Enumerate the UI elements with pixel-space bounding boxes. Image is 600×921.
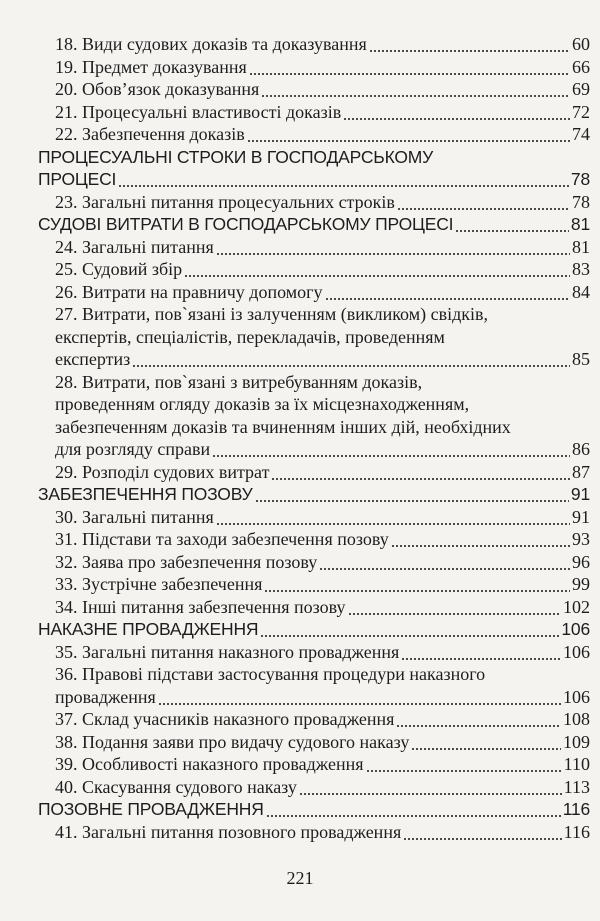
- dot-leader: [401, 641, 561, 664]
- dot-leader: [255, 483, 569, 506]
- toc-entry: [38, 528, 590, 551]
- toc-line: [38, 78, 590, 101]
- toc-line: [38, 371, 590, 394]
- toc-entry-title: 28. Витрати, пов`язані з витребуванням доказів,: [55, 371, 423, 392]
- toc-page-number: 66: [572, 56, 590, 77]
- toc-page-number: 78: [572, 191, 590, 212]
- toc-page-number: 106: [563, 686, 590, 707]
- toc-line: [38, 258, 590, 281]
- toc-page-number: 83: [572, 259, 590, 279]
- toc-entry-title: 39. Особливості наказного провадження: [55, 754, 364, 774]
- toc-line: [38, 101, 590, 124]
- toc-entry: [38, 33, 590, 56]
- dot-leader: [247, 123, 570, 146]
- toc-page-number: 81: [572, 236, 590, 257]
- toc-entry-title: 41. Загальні питання позовного провадження: [55, 821, 402, 842]
- toc-page-number: 69: [572, 79, 590, 99]
- toc-entry-title: 36. Правові підстави застосування процедури наказного: [55, 664, 486, 684]
- toc-page-number: 86: [572, 439, 590, 459]
- table-of-contents: [38, 33, 590, 843]
- toc-line: [38, 641, 590, 664]
- toc-entry: [38, 821, 590, 844]
- toc-entry: [38, 753, 590, 776]
- toc-entry: [38, 78, 590, 101]
- toc-line: [38, 753, 590, 776]
- toc-line: [38, 393, 590, 416]
- toc-entry-title: 25. Судовий збір: [55, 259, 183, 279]
- dot-leader: [216, 506, 570, 529]
- toc-entry-title: 21. Процесуальні властивості доказів: [55, 101, 342, 122]
- toc-entry: [38, 731, 590, 754]
- toc-line: [38, 708, 590, 731]
- toc-entry: [38, 641, 590, 664]
- dot-leader: [264, 573, 570, 596]
- dot-leader: [184, 258, 570, 281]
- dot-leader: [261, 78, 570, 101]
- toc-entry-title: 32. Заява про забезпечення позову: [55, 551, 318, 572]
- dot-leader: [455, 213, 569, 236]
- toc-page-number: 116: [563, 821, 590, 842]
- toc-line: [38, 596, 590, 619]
- toc-page-number: 84: [572, 281, 590, 302]
- toc-page-number: 96: [572, 551, 590, 572]
- toc-entry: [38, 371, 590, 461]
- toc-entry-title: 27. Витрати, пов`язані із залученням (викликом) свідків,: [55, 304, 488, 324]
- toc-line: [38, 798, 590, 821]
- toc-entry: [38, 596, 590, 619]
- toc-entry-title: для розгляду справи: [55, 439, 211, 459]
- toc-line: [38, 686, 590, 709]
- toc-line: [38, 416, 590, 439]
- toc-entry-title: забезпеченням доказів та вчиненням інших дій, необхідних: [55, 416, 511, 437]
- toc-page-number: 108: [563, 709, 590, 729]
- toc-section-heading: [38, 618, 590, 641]
- toc-entry-title: 40. Скасування судового наказу: [55, 776, 297, 797]
- toc-line: [38, 236, 590, 259]
- toc-section-heading: [38, 798, 590, 821]
- toc-entry-title: експертиз: [55, 349, 131, 369]
- toc-page-number: 87: [572, 461, 590, 482]
- toc-page-number: 113: [563, 776, 590, 797]
- dot-leader: [397, 191, 570, 214]
- toc-entry-title: ПРОЦЕСІ: [38, 169, 117, 189]
- dot-leader: [249, 56, 570, 79]
- dot-leader: [348, 596, 562, 619]
- toc-entry-title: ЗАБЕЗПЕЧЕННЯ ПОЗОВУ: [38, 484, 253, 504]
- toc-page-number: 99: [572, 574, 590, 594]
- toc-entry-title: 18. Види судових доказів та доказування: [55, 34, 367, 54]
- toc-line: [38, 551, 590, 574]
- toc-entry: [38, 551, 590, 574]
- toc-entry: [38, 708, 590, 731]
- dot-leader: [132, 348, 570, 371]
- toc-entry: [38, 123, 590, 146]
- toc-entry: [38, 506, 590, 529]
- toc-line: [38, 123, 590, 146]
- dot-leader: [158, 686, 561, 709]
- toc-line: [38, 438, 590, 461]
- toc-entry-title: 26. Витрати на правничу допомогу: [55, 281, 323, 302]
- toc-line: [38, 281, 590, 304]
- toc-entry-title: ПОЗОВНЕ ПРОВАДЖЕННЯ: [38, 799, 264, 819]
- toc-line: [38, 821, 590, 844]
- toc-line: [38, 303, 590, 326]
- toc-entry-title: СУДОВІ ВИТРАТИ В ГОСПОДАРСЬКОМУ ПРОЦЕСІ: [38, 214, 454, 234]
- toc-line: [38, 326, 590, 349]
- toc-page-number: 109: [563, 731, 590, 752]
- dot-leader: [266, 798, 561, 821]
- toc-entry-title: 19. Предмет доказування: [55, 56, 247, 77]
- toc-entry-title: 35. Загальні питання наказного провадження: [55, 641, 400, 662]
- toc-page-number: 91: [570, 484, 590, 504]
- toc-entry: [38, 663, 590, 708]
- toc-entry: [38, 258, 590, 281]
- toc-entry-title: НАКАЗНЕ ПРОВАДЖЕННЯ: [38, 619, 259, 639]
- toc-entry-title: 20. Обов’язок доказування: [55, 79, 260, 99]
- toc-page-number: 74: [572, 124, 590, 144]
- toc-line: [38, 213, 590, 236]
- toc-page-number: 85: [572, 349, 590, 369]
- toc-page-number: 72: [572, 101, 590, 122]
- toc-page-number: 78: [570, 169, 590, 189]
- toc-entry-title: 30. Загальні питання: [55, 506, 214, 527]
- dot-leader: [366, 753, 562, 776]
- toc-entry-title: 22. Забезпечення доказів: [55, 124, 245, 144]
- dot-leader: [325, 281, 570, 304]
- dot-leader: [271, 461, 570, 484]
- toc-entry-title: 37. Склад учасників наказного провадження: [55, 709, 395, 729]
- dot-leader: [212, 438, 570, 461]
- dot-leader: [118, 168, 569, 191]
- toc-entry: [38, 573, 590, 596]
- toc-entry: [38, 191, 590, 214]
- toc-line: [38, 191, 590, 214]
- dot-leader: [391, 528, 570, 551]
- toc-page-number: 91: [572, 506, 590, 527]
- toc-line: [38, 146, 590, 169]
- toc-entry-title: 24. Загальні питання: [55, 236, 214, 257]
- dot-leader: [369, 33, 570, 56]
- toc-entry: [38, 776, 590, 799]
- toc-line: [38, 776, 590, 799]
- toc-line: [38, 33, 590, 56]
- toc-line: [38, 56, 590, 79]
- toc-entry-title: 29. Розподіл судових витрат: [55, 461, 270, 482]
- toc-page-number: 106: [561, 619, 590, 639]
- toc-line: [38, 528, 590, 551]
- dot-leader: [403, 821, 561, 844]
- dot-leader: [319, 551, 570, 574]
- toc-entry: [38, 56, 590, 79]
- dot-leader: [343, 101, 570, 124]
- toc-entry-title: 31. Підстави та заходи забезпечення позову: [55, 529, 389, 549]
- toc-entry: [38, 236, 590, 259]
- toc-section-heading: [38, 483, 590, 506]
- toc-entry-title: 38. Подання заяви про видачу судового наказу: [55, 731, 410, 752]
- toc-entry-title: 23. Загальні питання процесуальних строків: [55, 191, 395, 212]
- toc-entry-title: ПРОЦЕСУАЛЬНІ СТРОКИ В ГОСПОДАРСЬКОМУ: [38, 146, 434, 167]
- toc-entry: [38, 281, 590, 304]
- dot-leader: [260, 618, 559, 641]
- toc-entry-title: експертів, спеціалістів, перекладачів, проведенням: [55, 326, 445, 347]
- toc-entry: [38, 461, 590, 484]
- toc-entry-title: провадження: [55, 686, 156, 707]
- toc-line: [38, 461, 590, 484]
- dot-leader: [411, 731, 561, 754]
- toc-line: [38, 506, 590, 529]
- toc-line: [38, 663, 590, 686]
- toc-line: [38, 348, 590, 371]
- dot-leader: [216, 236, 570, 259]
- toc-entry-title: 34. Інші питання забезпечення позову: [55, 596, 346, 617]
- toc-line: [38, 483, 590, 506]
- toc-page-number: 110: [563, 754, 590, 774]
- toc-page-number: 116: [562, 799, 590, 819]
- toc-page-number: 60: [572, 34, 590, 54]
- toc-line: [38, 573, 590, 596]
- toc-line: [38, 731, 590, 754]
- toc-page-number: 81: [570, 214, 590, 234]
- toc-entry-title: проведенням огляду доказів за їх місцезнаходженням,: [55, 394, 470, 414]
- toc-page-number: 106: [563, 641, 590, 662]
- toc-entry-title: 33. Зустрічне забезпечення: [55, 574, 263, 594]
- dot-leader: [299, 776, 562, 799]
- dot-leader: [396, 708, 561, 731]
- page-number: 221: [286, 868, 314, 888]
- toc-page-number: 102: [563, 596, 590, 617]
- toc-section-heading: [38, 213, 590, 236]
- toc-line: [38, 618, 590, 641]
- toc-section-heading: [38, 146, 590, 191]
- toc-page-number: 93: [572, 529, 590, 549]
- toc-entry: [38, 101, 590, 124]
- toc-line: [38, 168, 590, 191]
- toc-entry: [38, 303, 590, 371]
